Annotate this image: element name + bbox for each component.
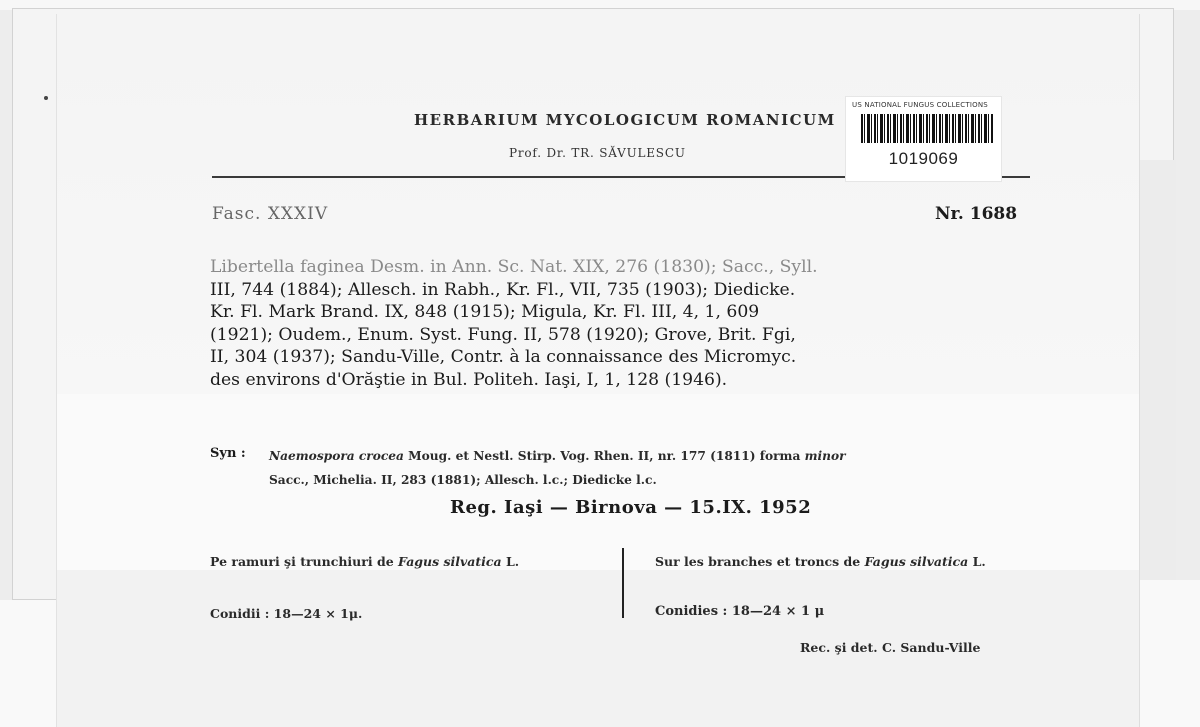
citation-line: II, 304 (1937); Sandu-Ville, Contr. à la connaissance des Micromyc. — [210, 347, 797, 368]
synonym-forma: minor — [804, 449, 846, 463]
citation-line: (1921); Oudem., Enum. Syst. Fung. II, 578 (1920); Grove, Brit. Fgi, — [210, 324, 796, 345]
substrate-ro-prefix: Pe ramuri şi trunchiuri de — [210, 554, 398, 569]
herbarium-director: Prof. Dr. TR. SĂVULESCU — [509, 146, 686, 160]
host-name: Fagus silvatica — [864, 554, 969, 569]
background-sheet-right-strip — [1135, 160, 1176, 580]
host-author: L. — [968, 554, 986, 569]
citation-line: des environs d'Orăştie in Bul. Politeh. Iaşi, I, 1, 128 (1946). — [210, 369, 728, 390]
column-divider — [622, 548, 624, 618]
barcode-icon — [861, 114, 993, 143]
synonym-name: Naemospora crocea — [269, 449, 404, 463]
collection-locality: Reg. Iaşi — Birnova — 15.IX. 1952 — [450, 497, 812, 518]
background-sheet-lower-left — [0, 600, 60, 727]
citation-line: Libertella faginea Desm. in Ann. Sc. Nat. XIX, 276 (1830); Sacc., Syll. — [210, 257, 818, 277]
paper-mark — [44, 96, 48, 100]
host-author: L. — [501, 554, 520, 569]
specimen-number: Nr. 1688 — [935, 204, 1018, 224]
synonym-text — [269, 444, 846, 492]
collector-determiner: Rec. şi det. C. Sandu-Ville — [800, 640, 981, 655]
substrate-romanian — [210, 554, 519, 569]
conidia-romanian: Conidii : 18—24 × 1μ. — [210, 606, 363, 621]
host-name: Fagus silvatica — [398, 554, 502, 569]
citation-line: III, 744 (1884); Allesch. in Rabh., Kr. Fl., VII, 735 (1903); Diedicke. — [210, 279, 796, 300]
background-sheet-lower-right — [1140, 580, 1200, 727]
species-citation — [210, 256, 1040, 392]
herbarium-label — [56, 14, 1140, 727]
barcode-number: 1019069 — [888, 149, 959, 168]
substrate-fr-prefix: Sur les branches et troncs de — [655, 554, 865, 569]
synonym-reference: Moug. et Nestl. Stirp. Vog. Rhen. II, nr. 177 (1811) forma — [403, 449, 805, 463]
synonym-label: Syn : — [210, 446, 246, 461]
barcode-collection-name: US NATIONAL FUNGUS COLLECTIONS — [852, 101, 988, 109]
conidia-french: Conidies : 18—24 × 1 μ — [655, 604, 825, 619]
synonym-line-2: Sacc., Michelia. II, 283 (1881); Allesch. l.c.; Diedicke l.c. — [269, 473, 657, 487]
barcode-sticker — [845, 96, 1002, 182]
fascicle-number: Fasc. XXXIV — [212, 204, 329, 224]
substrate-french — [655, 554, 986, 569]
citation-line: Kr. Fl. Mark Brand. IX, 848 (1915); Migula, Kr. Fl. III, 4, 1, 609 — [210, 302, 760, 323]
herbarium-title: HERBARIUM MYCOLOGICUM ROMANICUM — [414, 111, 836, 129]
synonym-line-1 — [269, 444, 846, 468]
